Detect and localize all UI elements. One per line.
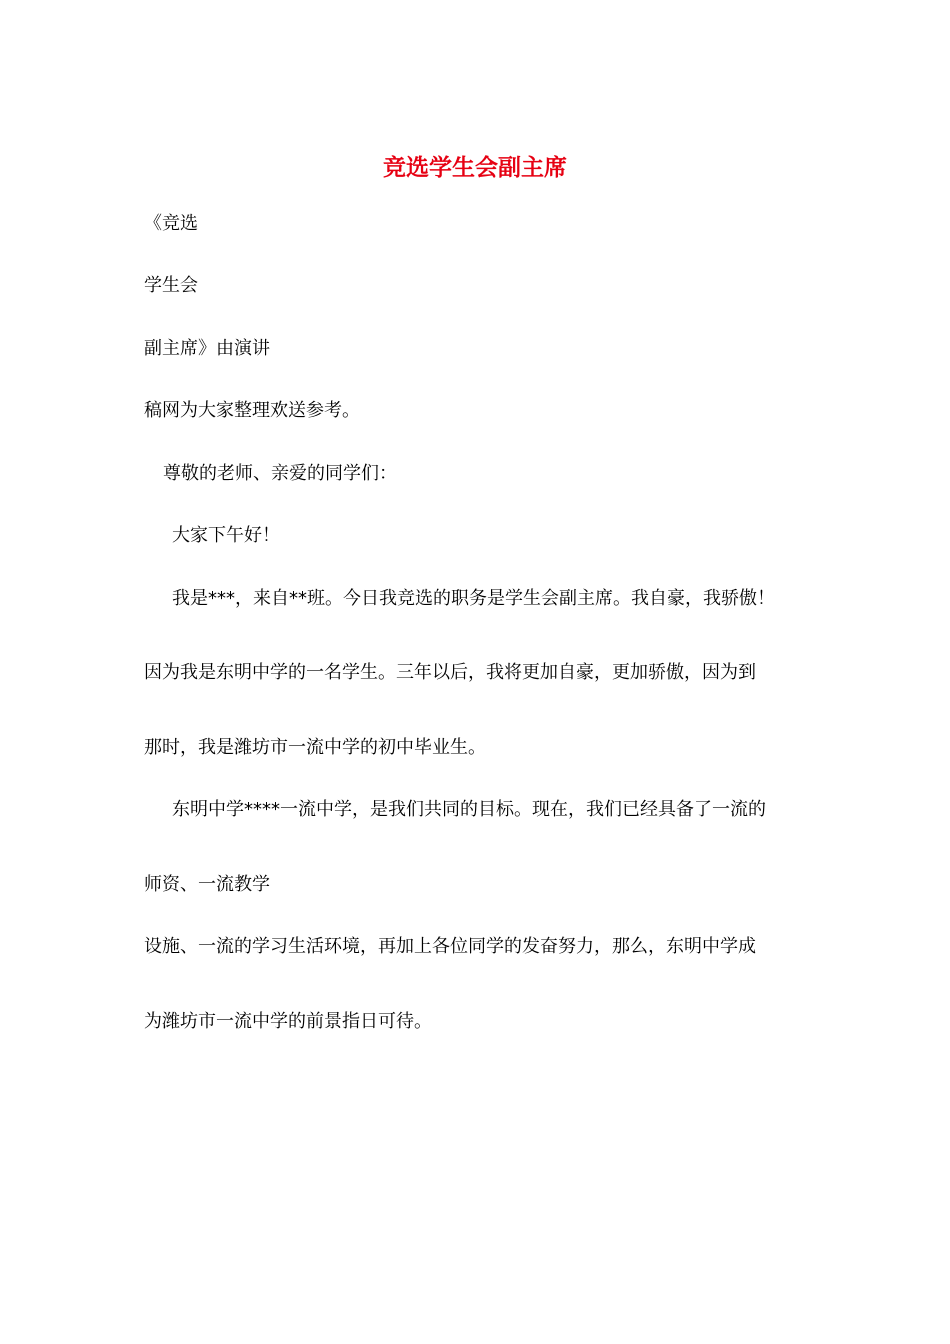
- paragraph-line-8: 因为我是东明中学的一名学生。三年以后，我将更加自豪，更加骄傲，因为到: [144, 662, 756, 683]
- document-title: 竞选学生会副主席: [383, 155, 567, 181]
- paragraph-line-11: 师资、一流教学: [144, 874, 270, 895]
- paragraph-line-2: 学生会: [144, 275, 198, 296]
- paragraph-line-4: 稿网为大家整理欢送参考。: [144, 400, 360, 421]
- paragraph-line-12: 设施、一流的学习生活环境，再加上各位同学的发奋努力，那么，东明中学成: [144, 936, 756, 957]
- paragraph-line-10: 东明中学****一流中学，是我们共同的目标。现在，我们已经具备了一流的: [172, 799, 766, 820]
- salutation-line: 尊敬的老师、亲爱的同学们：: [163, 463, 397, 484]
- paragraph-line-9: 那时，我是潍坊市一流中学的初中毕业生。: [144, 737, 486, 758]
- paragraph-line-13: 为潍坊市一流中学的前景指日可待。: [144, 1011, 432, 1032]
- greeting-line: 大家下午好！: [172, 525, 280, 546]
- paragraph-line-7: 我是***，来自**班。今日我竞选的职务是学生会副主席。我自豪，我骄傲！: [172, 588, 775, 609]
- paragraph-line-1: 《竞选: [144, 213, 198, 234]
- paragraph-line-3: 副主席》由演讲: [144, 338, 270, 359]
